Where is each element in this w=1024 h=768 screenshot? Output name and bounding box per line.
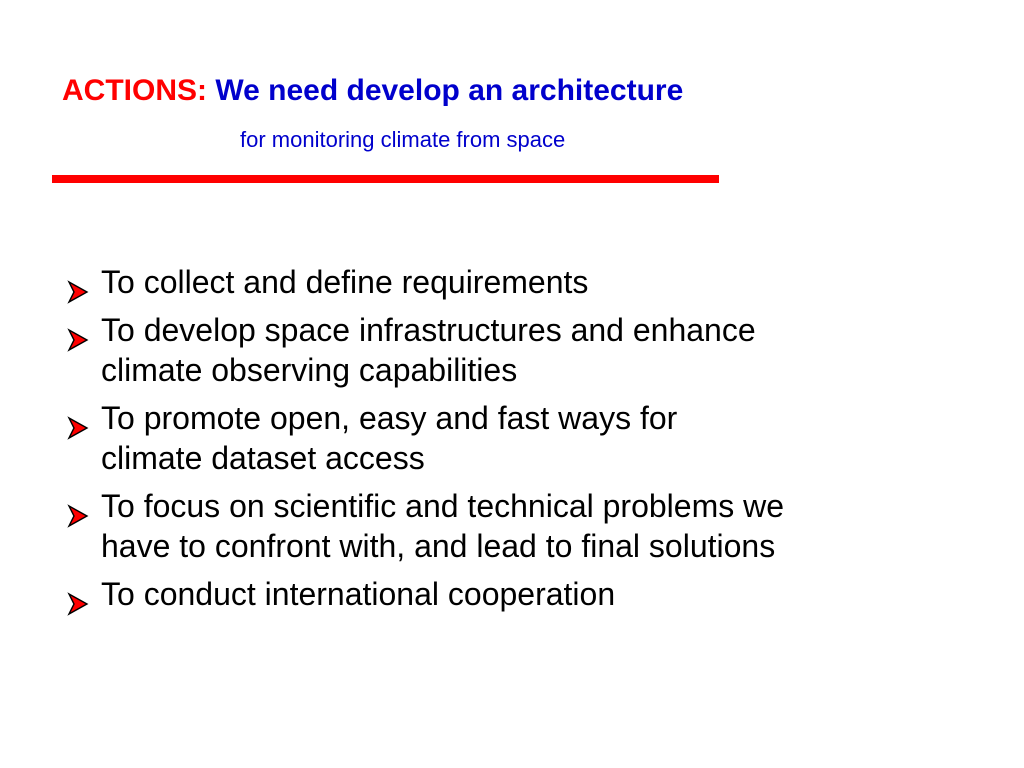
slide-title [62, 74, 683, 107]
bullet-text-line: climate dataset access [101, 440, 425, 476]
bullet-list [66, 262, 986, 622]
bullet-item [66, 574, 986, 614]
bullet-item [66, 398, 986, 478]
bullet-text-line: To focus on scientific and technical problems we [101, 488, 785, 524]
bullet-item [66, 262, 986, 302]
bullet-arrow-icon [66, 585, 90, 609]
bullet-item [66, 486, 986, 566]
bullet-text-line: To develop space infrastructures and enhance [101, 312, 756, 348]
bullet-arrow-icon [66, 409, 90, 433]
bullet-item [66, 310, 986, 390]
bullet-arrow-icon [66, 321, 90, 345]
bullet-arrow-icon [66, 273, 90, 297]
title-main: We need develop an architecture [215, 74, 684, 107]
bullet-text-line: have to confront with, and lead to final solutions [101, 528, 776, 564]
bullet-text-line: To promote open, easy and fast ways for [101, 400, 678, 436]
slide-subtitle: for monitoring climate from space [240, 127, 566, 152]
title-divider [52, 175, 719, 183]
title-prefix: ACTIONS: [62, 74, 207, 107]
bullet-text-line: climate observing capabilities [101, 352, 518, 388]
bullet-arrow-icon [66, 497, 90, 521]
bullet-text-line: To collect and define requirements [101, 264, 589, 300]
bullet-text-line: To conduct international cooperation [101, 576, 616, 612]
